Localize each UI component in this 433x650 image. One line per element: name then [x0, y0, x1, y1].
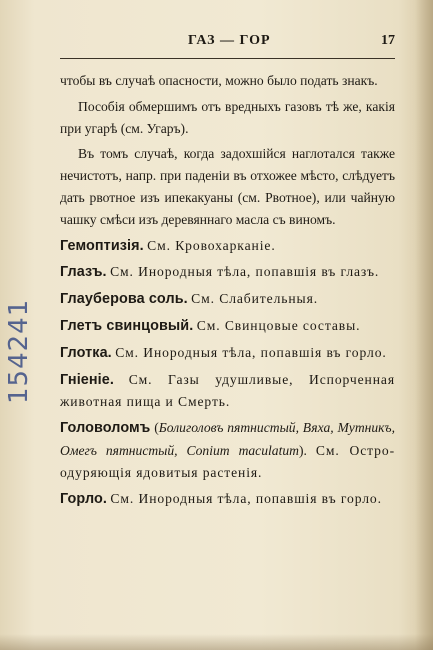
paragraph-swallowed: Въ томъ случаѣ, когда задохшійся наглотался также нечистотъ, напр. при паденіи въ отхожее мѣсто, слѣдуетъ дать рвотное изъ ипекакуаны (см. Рвотное), или чайную чашку смѣси изъ деревяннаго масла съ виномъ. [60, 146, 395, 227]
entry-term: Горло. [60, 490, 108, 507]
entry-text: См. Остро-одуряющія ядовитыя растенія. [60, 442, 396, 480]
entry-text: См. Газы удушливые, Испорченная животная пища и Смерть. [60, 371, 395, 410]
entry-text: См. Инородныя тѣла, попавшія въ горло. [110, 490, 382, 506]
page-number: 17 [381, 33, 395, 48]
entry-term: Глазъ. [60, 264, 107, 281]
page-body [60, 70, 395, 510]
entry-term: Гемоптизія. [60, 237, 144, 254]
entry-glet [60, 315, 395, 338]
entry-golovolom: Головоломъ (Болиголовъ пятнистый, Вяха, Мутникъ, Омегъ пятнистый, Conium maculatum). См. Остро-одуряющія ядовитыя растенія. [60, 420, 396, 480]
paragraph-continued: чтобы въ случаѣ опасности, можно было подать знакъ. [60, 73, 378, 88]
page-edge-shadow [415, 0, 433, 650]
entry-glaz [60, 261, 395, 284]
entry-text: См. Кровохарканіе. [147, 237, 276, 253]
entry-term: Глауберова соль. [60, 291, 188, 308]
entry-text: См. Инородныя тѣла, попавшія въ горло. [115, 344, 387, 360]
entry-synonyms: Болиголовъ пятнистый, Вяха, Мутникъ, Омегъ пятнистый, Conium maculatum [60, 420, 395, 458]
page-bottom-shadow [0, 634, 433, 650]
entry-gemoptiziya [60, 235, 395, 258]
entry-gnienie [60, 369, 395, 414]
entry-glauber-salt [60, 288, 395, 311]
paragraph-aid: Пособія обмершимъ отъ вредныхъ газовъ тѣ же, какія при угарѣ (см. Угаръ). [60, 98, 395, 136]
entry-term: Глетъ свинцовый. [60, 317, 194, 334]
entry-term: Гніеніе. [60, 371, 114, 388]
entry-term: Глотка. [60, 344, 112, 361]
running-header [60, 33, 395, 55]
entry-glotka [60, 342, 395, 365]
entry-gorlo [60, 488, 395, 511]
running-title: ГАЗ — ГОР [188, 33, 271, 48]
entry-text: См. Слабительныя. [191, 291, 319, 307]
header-rule [60, 58, 395, 59]
entry-text: См. Инородныя тѣла, попавшія въ глазъ. [110, 264, 380, 280]
handwritten-inventory-number: 154241 [4, 298, 34, 404]
entry-text: См. Свинцовые составы. [196, 317, 361, 333]
entry-term: Головоломъ [60, 420, 151, 437]
